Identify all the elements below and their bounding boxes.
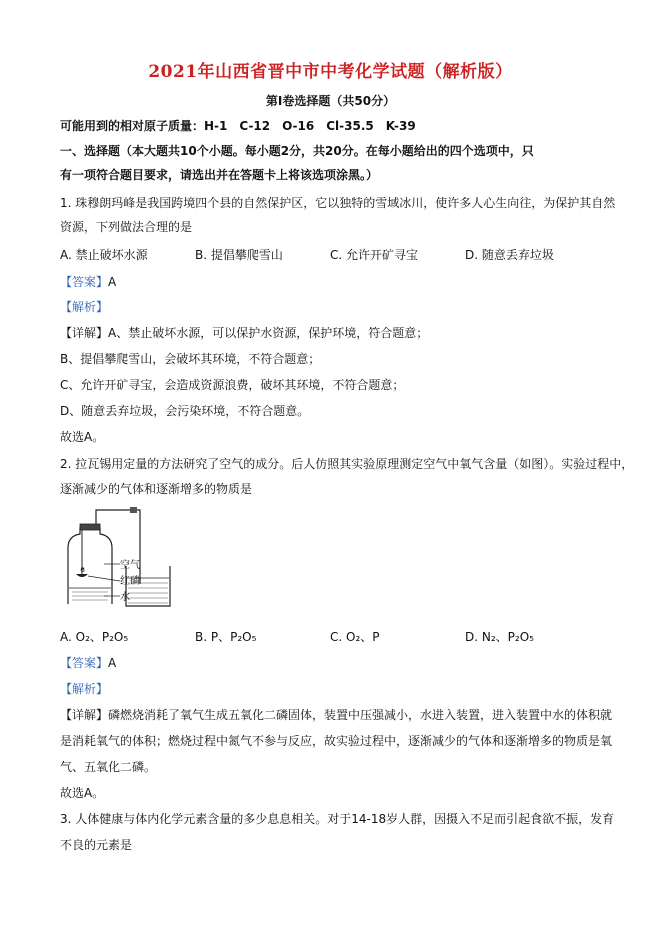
section-header-line-2: 有一项符合题目要求，请选出并在答题卡上将该选项涂黑。） (60, 168, 379, 182)
detail-tag: 【详解】 (60, 708, 109, 722)
q2-detail-line-2: 是消耗氧气的体积；燃烧过程中氮气不参与反应，故实验过程中，逐渐减少的气体和逐渐增多的物质是氧 (60, 734, 613, 748)
figure-label-air: 空气 (120, 560, 140, 571)
q1-detail-line-2: B、提倡攀爬雪山，会破坏其环境，不符合题意； (60, 352, 321, 366)
experiment-apparatus-figure (60, 504, 175, 610)
q1-answer-value: A (108, 275, 117, 289)
q1-detail-line-4: D、随意丢弃垃圾，会污染环境，不符合题意。 (60, 404, 310, 418)
figure-label-red-phosphorus: 红磷 (120, 576, 140, 587)
q2-detail-line-3: 气、五氧化二磷。 (60, 760, 157, 774)
q1-analysis-tag: 【解析】 (60, 300, 109, 314)
document-title: 2021年山西省晋中市中考化学试题（解析版） (148, 62, 513, 82)
q2-answer (60, 655, 116, 671)
answer-tag: 【答案】 (60, 656, 109, 670)
q1-stem-line-1: 1. 珠穆朗玛峰是我国跨境四个县的自然保护区，它以独特的雪域冰川，使许多人心生向往，为保护其自然 (60, 196, 616, 210)
section-header-line-1: 一、选择题（本大题共10个小题。每小题2分，共20分。在每小题给出的四个选项中，只 (60, 144, 534, 158)
q2-option-a: A. O₂、P₂O₅ (60, 630, 129, 644)
atomic-masses: 可能用到的相对原子质量：H-1 C-12 O-16 Cl-35.5 K-39 (60, 119, 416, 133)
q2-option-b: B. P、P₂O₅ (195, 630, 257, 644)
q1-option-c: C. 允许开矿寻宝 (330, 248, 419, 262)
q1-detail-text-1: A、禁止破坏水源，可以保护水资源，保护环境，符合题意； (108, 326, 429, 340)
part-title: 第I卷选择题（共50分） (265, 94, 396, 108)
q2-option-c: C. O₂、P (330, 630, 380, 644)
q1-answer (60, 274, 116, 290)
q1-option-a: A. 禁止破坏水源 (60, 248, 148, 262)
q2-option-d: D. N₂、P₂O₅ (465, 630, 534, 644)
q1-detail-line-3: C、允许开矿寻宝，会造成资源浪费，破坏其环境，不符合题意； (60, 378, 405, 392)
q2-stem-line-2: 逐渐减少的气体和逐渐增多的物质是 (60, 482, 253, 496)
q1-option-b: B. 提倡攀爬雪山 (195, 248, 283, 262)
answer-tag: 【答案】 (60, 275, 109, 289)
q2-conclusion: 故选A。 (60, 786, 105, 800)
q2-stem-line-1: 2. 拉瓦锡用定量的方法研究了空气的成分。后人仿照其实验原理测定空气中氧气含量（如图）。实验过程中， (60, 457, 634, 471)
q2-detail-line-1 (60, 707, 612, 723)
q2-answer-value: A (108, 656, 117, 670)
detail-tag: 【详解】 (60, 326, 109, 340)
q1-detail-line-1 (60, 325, 428, 341)
q2-analysis-tag: 【解析】 (60, 682, 109, 696)
q1-conclusion: 故选A。 (60, 430, 105, 444)
q2-detail-text-1: 磷燃烧消耗了氧气生成五氧化二磷固体，装置中压强减小，水进入装置，进入装置中水的体积就 (108, 708, 613, 722)
q3-stem-line-2: 不良的元素是 (60, 838, 133, 852)
q3-stem-line-1: 3. 人体健康与体内化学元素含量的多少息息相关。对于14-18岁人群，因摄入不足而引起食欲不振，发育 (60, 812, 615, 826)
q1-stem-line-2: 资源，下列做法合理的是 (60, 220, 193, 234)
figure-label-water: 水 (120, 592, 130, 603)
q1-option-d: D. 随意丢弃垃圾 (465, 248, 554, 262)
